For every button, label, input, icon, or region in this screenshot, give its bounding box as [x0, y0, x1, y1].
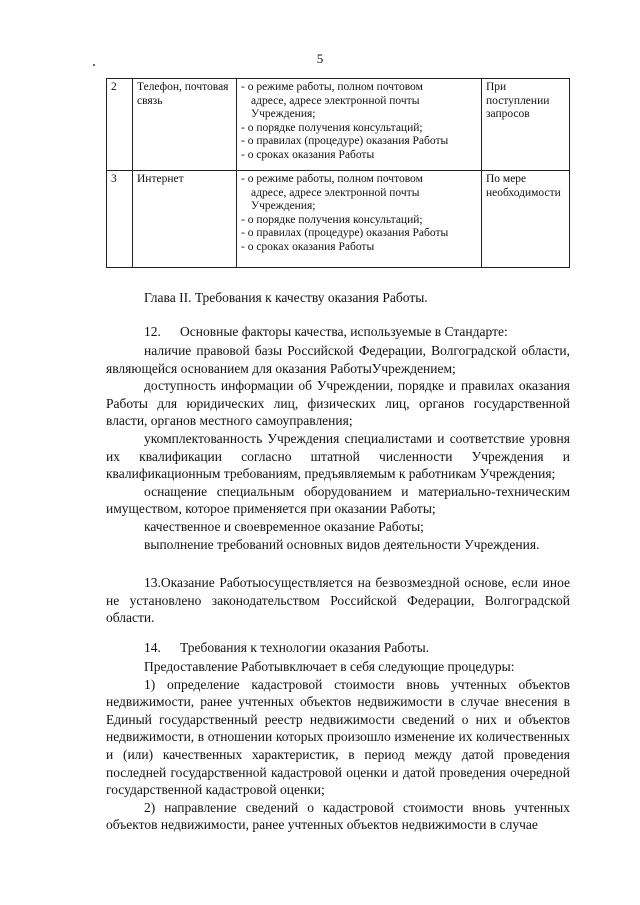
- procedures-intro: Предоставление Работывключает в себя следующие процедуры:: [144, 659, 515, 674]
- cell-line: - о сроках оказания Работы: [241, 148, 375, 161]
- section-title: Основные факторы качества, используемые в Стандарте:: [180, 324, 508, 339]
- cell-line: Интернет: [137, 173, 184, 185]
- content-cell: [237, 79, 482, 171]
- cell-line: По мере: [486, 173, 527, 185]
- table-row: [107, 171, 570, 268]
- quality-factor-paragraph: оснащение специальным оборудованием и материально-техническим имуществом, которое применяется при оказании Работы;: [106, 483, 570, 517]
- cell-line: Телефон, почтовая: [137, 81, 229, 93]
- procedure-item: 2) направление сведений о кадастровой стоимости вновь учтенных объектов недвижимости, ранее учтенных объектов недвижимости в случае: [106, 799, 570, 833]
- cell-line: запросов: [486, 108, 530, 120]
- quality-factor-paragraph: выполнение требований основных видов деятельности Учреждения.: [144, 536, 540, 552]
- cell-line: Учреждения;: [251, 108, 316, 120]
- cell-line: - о правилах (процедуре) оказания Работы: [241, 135, 449, 147]
- cell-line: - о режиме работы, полном почтовом: [241, 173, 423, 185]
- cell-line: - о сроках оказания Работы: [241, 240, 375, 253]
- cell-line: - о правилах (процедуре) оказания Работы: [241, 227, 449, 239]
- row-number: 2: [107, 79, 133, 171]
- table-row: [107, 79, 570, 171]
- cell-line: - о порядке получения консультаций;: [241, 213, 423, 226]
- cell-line: Учреждения;: [251, 200, 316, 212]
- method-cell: [133, 171, 237, 268]
- frequency-cell: [482, 79, 570, 171]
- section-number: 14.: [144, 640, 161, 655]
- quality-factor-paragraph: укомплектованность Учреждения специалистами и соответствие уровня их квалификации согласно штатной численности Учреждения и квалификационным требованиям, предъявляемым к работникам Учреждения;: [106, 430, 570, 482]
- section-number: 12.: [144, 324, 161, 339]
- method-cell: [133, 79, 237, 171]
- quality-factor-paragraph: наличие правовой базы Российской Федерации, Волгоградской области, являющейся основанием для оказания РаботыУчреждением;: [106, 343, 570, 376]
- quality-factor-paragraph: доступность информации об Учреждении, порядке и правилах оказания Работы для юридических лиц, физических лиц, органов государственной власти, органов местного самоуправления;: [106, 378, 570, 429]
- frequency-cell: [482, 171, 570, 268]
- cell-line: необходимости: [486, 186, 561, 199]
- section-14-body: [106, 658, 570, 834]
- cell-line: связь: [137, 94, 163, 107]
- content-cell: [237, 171, 482, 268]
- cell-line: При: [486, 81, 507, 93]
- cell-line: - о режиме работы, полном почтовом: [241, 81, 423, 93]
- quality-factor-paragraph: качественное и своевременное оказание Работы;: [144, 518, 424, 534]
- section-14-heading: [144, 640, 429, 656]
- section-12-body: [106, 342, 570, 553]
- cell-line: - о порядке получения консультаций;: [241, 121, 423, 134]
- procedure-item: 1) определение кадастровой стоимости вновь учтенных объектов недвижимости, ранее учтенных объектов недвижимости в случае внесения в Единый государственный реестр недвижимости сведений о них и объектов недвижимости, в отношении которых произошло изменение их количественных и (или) качественных характеристик, в период между датой проведения последней государственной кадастровой оценки и датой проведения очередной государственной кадастровой оценки;: [106, 676, 570, 798]
- cell-line: адресе, адресе электронной почты: [251, 94, 420, 107]
- row-number: 3: [107, 171, 133, 268]
- section-13-paragraph: 13.Оказание Работыосуществляется на безвозмездной основе, если иное не установлено законодательством Российской Федерации, Волгоградской области.: [106, 575, 570, 626]
- info-methods-table: [106, 78, 570, 268]
- section-13: [106, 574, 570, 627]
- cell-line: адресе, адресе электронной почты: [251, 186, 420, 199]
- scan-speck: [93, 64, 95, 66]
- section-title: Требования к технологии оказания Работы.: [180, 640, 430, 655]
- cell-line: поступлении: [486, 94, 550, 107]
- page-number: 5: [316, 51, 324, 66]
- section-12-heading: [144, 324, 508, 340]
- chapter-title: Глава II. Требования к качеству оказания Работы.: [144, 290, 428, 305]
